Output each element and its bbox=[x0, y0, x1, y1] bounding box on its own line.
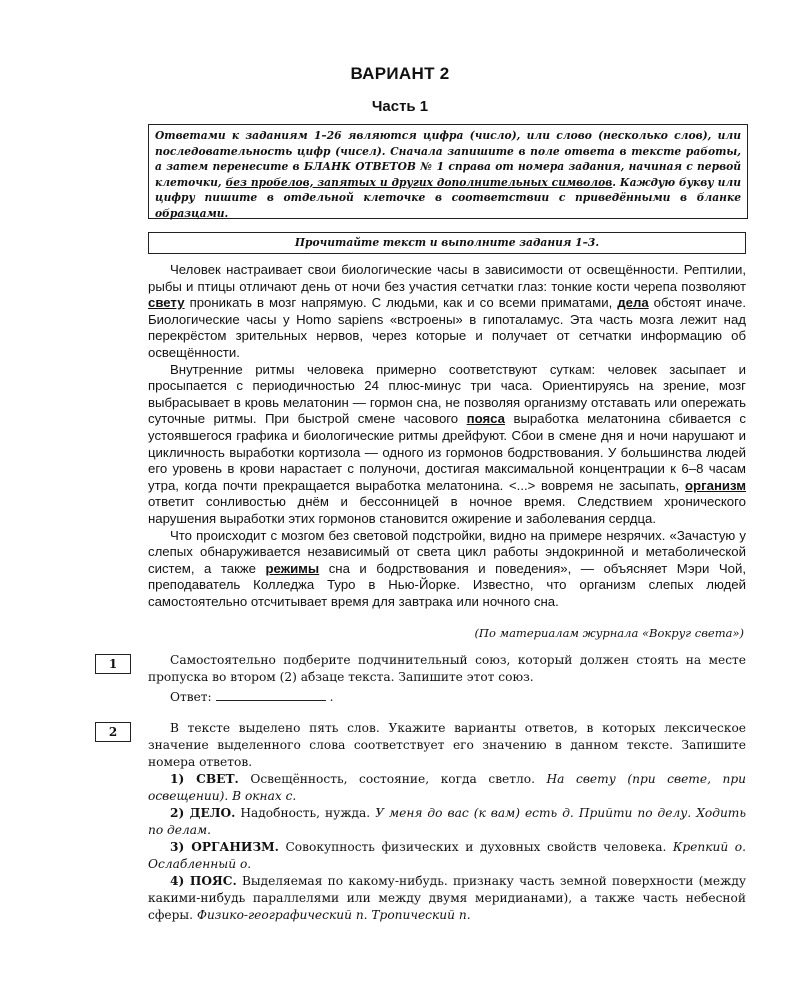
instructions-box bbox=[148, 124, 748, 219]
instructions-text-1: Ответами к заданиям 1–26 являются цифра (число), или слово (несколько слов), или последовательность цифр (чисел). Сначала запишите в поле ответа в тексте работы, а затем перенесите в БЛАНК ОТВЕТОВ № 1 справа от номера задания, начиная с первой клеточки, bbox=[155, 129, 741, 189]
text-source: (По материалам журнала «Вокруг света») bbox=[474, 626, 744, 640]
task-2 bbox=[148, 720, 746, 924]
task-1-answer: Ответ: . bbox=[170, 690, 334, 704]
option-2: 2) ДЕЛО. Надобность, нужда. У меня до вас (к вам) есть д. Прийти по делу. Ходить по делам. bbox=[148, 806, 746, 837]
task-1 bbox=[148, 652, 746, 706]
highlight-svetu: свету bbox=[148, 295, 185, 311]
highlight-rezhimy: режимы bbox=[265, 560, 320, 576]
reading-text bbox=[148, 262, 746, 610]
instructions-underlined: без пробелов, запятых и других дополнительных символов bbox=[225, 175, 613, 189]
highlight-organizm: организм bbox=[685, 477, 746, 493]
task-2-number: 2 bbox=[95, 722, 131, 742]
option-1: 1) СВЕТ. Освещённость, состояние, когда светло. На свету (при свете, при освещении). В окнах с. bbox=[148, 772, 747, 803]
option-3: 3) ОРГАНИЗМ. Совокупность физических и духовных свойств человека. Крепкий о. Ослабленный о. bbox=[148, 840, 746, 871]
variant-title: ВАРИАНТ 2 bbox=[350, 64, 450, 83]
task-1-number: 1 bbox=[95, 654, 131, 674]
highlight-poyasa: пояса bbox=[466, 411, 505, 427]
instructions-text-2: . Каждую букву или цифру пишите в отдельной клеточке в соответствии с приведёнными в бланке образцами. bbox=[155, 175, 741, 220]
task-1-text: Самостоятельно подберите подчинительный союз, который должен стоять на месте пропуска во втором (2) абзаце текста. Запишите этот союз. bbox=[148, 653, 746, 684]
option-4: 4) ПОЯС. Выделяемая по какому-нибудь. признаку часть земной поверхности (между какими-нибудь параллелями или между двумя меридианами), а также часть небесной сферы. Физико-географический п. Тропический п. bbox=[148, 874, 746, 922]
task-2-text: В тексте выделено пять слов. Укажите варианты ответов, в которых лексическое значение выделенного слова соответствует его значению в данном тексте. Запишите номера ответов. bbox=[148, 721, 746, 769]
paragraph-1: Человек настраивает свои биологические часы в зависимости от освещённости. Рептилии, рыбы и птицы отличают день от ночи без участия сетчатки глаз: тонкие кости черепа позволяют свету проникать в мозг напрямую. С людьми, как и со всеми приматами, дела обстоят иначе. Биологические часы у Homo sapiens «встроены» в гипоталамус. Эта часть мозга лежит над перекрёстом зрительных нервов, через которые и получает от сетчатки информацию об освещённости. bbox=[148, 262, 746, 360]
read-prompt: Прочитайте текст и выполните задания 1–3. bbox=[294, 236, 600, 249]
highlight-dela: дела bbox=[617, 295, 649, 311]
answer-field[interactable] bbox=[216, 688, 326, 701]
paragraph-2: Внутренние ритмы человека примерно соответствуют суткам: человек засыпает и просыпается с периодичностью 24 плюс-минус три часа. Ориентируясь на зрение, мозг выбрасывает в кровь мелатонин — гормон сна, не позволяя организму отставать или опережать суточные ритмы. При быстрой смене часового пояса выработка мелатонина сбивается с устоявшегося графика и биологические ритмы дрейфуют. Сбои в смене дня и ночи нарушают и цикличность выработки кортизола — одного из гормонов бодрствования. У большинства людей его уровень в крови нарастает с полуночи, достигая максимальной концентрации к 6–8 часам утра, когда почти прекращается выработка мелатонина. <...> вовремя не засыпать, организм ответит сонливостью днём и бессонницей в ночное время. Следствием хронического нарушения выработки этих гормонов становится ожирение и заболевания сердца. bbox=[148, 361, 747, 526]
part-title: Часть 1 bbox=[371, 98, 429, 115]
paragraph-3: Что происходит с мозгом без световой подстройки, видно на примере незрячих. «Зачастую у слепых обнаруживается независимый от света цикл работы эндокринной и метаболической систем, а также режимы сна и бодрствования и поведения», — объясняет Мэри Чой, преподаватель Колледжа Туро в Нью-Йорке. Известно, что организм слепых людей самостоятельно отсчитывает время для завтрака или ночного сна. bbox=[148, 527, 746, 609]
answer-label: Ответ: bbox=[170, 690, 212, 704]
read-prompt-box bbox=[148, 232, 746, 254]
